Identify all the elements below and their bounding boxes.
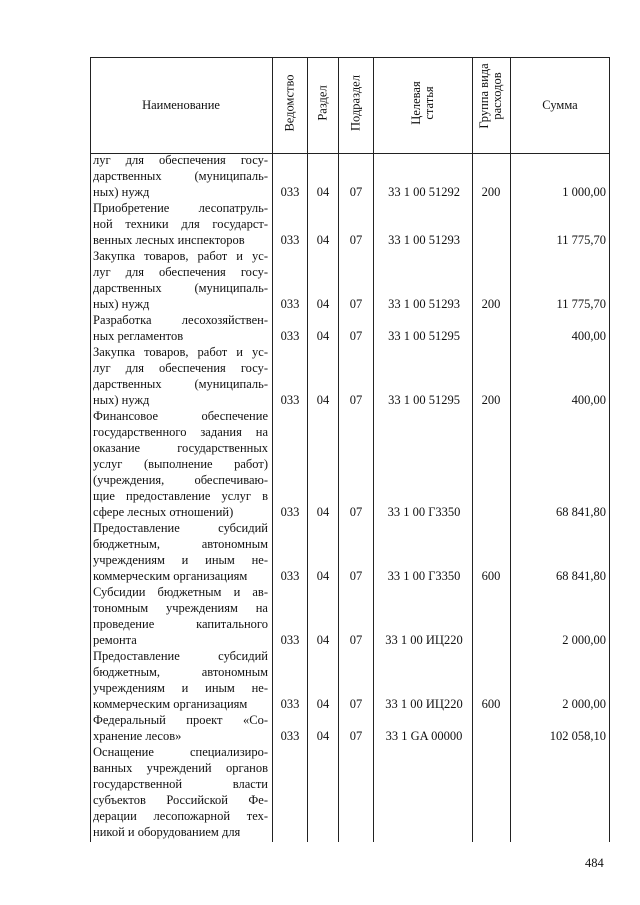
row-department: 033 [280, 233, 300, 247]
row-name-line: государственной власти [93, 777, 268, 791]
row-article: 33 1 00 Г3350 [387, 569, 461, 583]
row-department: 033 [280, 505, 300, 519]
row-section: 04 [316, 393, 330, 407]
header-target-article-line1: Целевая [409, 81, 423, 125]
row-name-line: Предоставление субсидий [93, 649, 268, 663]
row-subsection: 07 [349, 329, 363, 343]
row-name [93, 648, 268, 712]
row-department: 033 [280, 569, 300, 583]
row-name [93, 312, 268, 344]
header-name: Наименование [142, 97, 220, 112]
row-name-line: ных) нужд [93, 185, 150, 199]
row-name-line: тономным учреждениям на [93, 601, 268, 615]
row-section: 04 [316, 729, 330, 743]
row-sum: 2 000,00 [562, 697, 606, 711]
row-sum: 400,00 [571, 329, 606, 343]
row-sum: 102 058,10 [549, 729, 606, 743]
row-name [93, 344, 268, 408]
row-section: 04 [316, 569, 330, 583]
row-department: 033 [280, 393, 300, 407]
row-name-line: Субсидии бюджетным и ав- [93, 585, 268, 599]
column-divider-name [272, 57, 273, 842]
row-name-line: услуг (выполнение работ) [93, 457, 268, 471]
row-name-line: Предоставление субсидий [93, 521, 268, 535]
row-subsection: 07 [349, 633, 363, 647]
row-name [93, 200, 268, 248]
row-department: 033 [280, 697, 300, 711]
row-name-line: Приобретение лесопатруль- [93, 201, 268, 215]
row-sum: 11 775,70 [556, 233, 606, 247]
row-section: 04 [316, 297, 330, 311]
row-name-line: субъектов Российской Фе- [93, 793, 268, 807]
row-subsection: 07 [349, 185, 363, 199]
header-target-article-line2: статья [422, 86, 436, 120]
row-name-line: луг для обеспечения госу- [93, 265, 268, 279]
row-name-line: бюджетным, автономным [93, 537, 268, 551]
row-section: 04 [316, 633, 330, 647]
row-sum: 2 000,00 [562, 633, 606, 647]
row-department: 033 [280, 329, 300, 343]
row-name-line: никой и оборудованием для [93, 825, 241, 839]
row-article: 33 1 00 51295 [388, 329, 460, 343]
row-sum: 11 775,70 [556, 297, 606, 311]
row-name [93, 712, 268, 744]
row-name-line: Закупка товаров, работ и ус- [93, 345, 268, 359]
row-article: 33 1 00 ИЦ220 [385, 697, 463, 711]
row-name-line: Закупка товаров, работ и ус- [93, 249, 268, 263]
row-sum: 68 841,80 [556, 569, 606, 583]
row-name-line: хранение лесов» [93, 729, 182, 743]
row-subsection: 07 [349, 233, 363, 247]
row-name-line: ных) нужд [93, 393, 150, 407]
row-name-line: ных) нужд [93, 297, 150, 311]
row-name-line: ных регламентов [93, 329, 184, 343]
row-name-line: венных лесных инспекторов [93, 233, 245, 247]
row-article: 33 1 00 51295 [388, 393, 460, 407]
row-department: 033 [280, 297, 300, 311]
row-name-line: дарственных (муниципаль- [93, 377, 268, 391]
row-subsection: 07 [349, 697, 363, 711]
row-section: 04 [316, 233, 330, 247]
page-number: 484 [585, 856, 604, 870]
row-subsection: 07 [349, 505, 363, 519]
row-section: 04 [316, 505, 330, 519]
row-name-line: коммерческим организациям [93, 697, 248, 711]
table-left-border [90, 57, 91, 842]
column-divider-department [307, 57, 308, 842]
row-name [93, 408, 268, 520]
row-sum: 1 000,00 [562, 185, 606, 199]
row-name-line: ной техники для государст- [93, 217, 268, 231]
row-name-line: щие предоставление услуг в [93, 489, 268, 503]
column-divider-group [510, 57, 511, 842]
row-article: 33 1 00 51293 [388, 297, 460, 311]
column-divider-section [338, 57, 339, 842]
header-target-article [410, 81, 436, 124]
row-name-line: проведение капитального [93, 617, 268, 631]
row-name [93, 584, 268, 648]
row-name-line: ванных учреждений органов [93, 761, 268, 775]
header-department: Ведомство [282, 74, 297, 132]
row-subsection: 07 [349, 297, 363, 311]
row-name-line: луг для обеспечения госу- [93, 361, 268, 375]
row-name [93, 520, 268, 584]
row-name-line: Оснащение специализиро- [93, 745, 268, 759]
header-section: Раздел [315, 85, 330, 121]
row-name-line: государственного задания на [93, 425, 268, 439]
row-name-line: Разработка лесохозяйствен- [93, 313, 268, 327]
header-subsection: Подраздел [348, 75, 363, 131]
row-name [93, 152, 268, 200]
row-name-line: сфере лесных отношений) [93, 505, 234, 519]
row-name-line: дарственных (муниципаль- [93, 169, 268, 183]
row-subsection: 07 [349, 569, 363, 583]
row-expense-group: 200 [481, 297, 501, 311]
row-article: 33 1 00 51292 [388, 185, 460, 199]
row-sum: 400,00 [571, 393, 606, 407]
row-department: 033 [280, 185, 300, 199]
row-department: 033 [280, 633, 300, 647]
row-article: 33 1 00 Г3350 [387, 505, 461, 519]
row-name-line: дарственных (муниципаль- [93, 281, 268, 295]
row-name [93, 248, 268, 312]
table-right-border [609, 57, 610, 842]
row-section: 04 [316, 329, 330, 343]
column-divider-subsection [373, 57, 374, 842]
row-article: 33 1 00 51293 [388, 233, 460, 247]
row-name-line: луг для обеспечения госу- [93, 153, 268, 167]
row-name-line: ремонта [93, 633, 137, 647]
row-subsection: 07 [349, 393, 363, 407]
row-name-line: оказание государственных [93, 441, 268, 455]
row-name-line: (учреждения, обеспечиваю- [93, 473, 268, 487]
row-expense-group: 600 [481, 569, 501, 583]
row-expense-group: 200 [481, 393, 501, 407]
column-divider-article [472, 57, 473, 842]
header-sum: Сумма [542, 97, 578, 112]
row-sum: 68 841,80 [556, 505, 606, 519]
row-section: 04 [316, 697, 330, 711]
row-subsection: 07 [349, 729, 363, 743]
row-department: 033 [280, 729, 300, 743]
row-section: 04 [316, 185, 330, 199]
row-name-line: Финансовое обеспечение [93, 409, 268, 423]
row-expense-group: 600 [481, 697, 501, 711]
row-name-line: Федеральный проект «Со- [93, 713, 268, 727]
row-name-line: дерации лесопожарной тех- [93, 809, 268, 823]
row-name [93, 744, 268, 840]
row-name-line: учреждениям и иным не- [93, 681, 268, 695]
row-name-line: учреждениям и иным не- [93, 553, 268, 567]
header-expense-group-line1: Группа вида [477, 63, 491, 129]
header-expense-group [478, 63, 504, 128]
row-name-line: коммерческим организациям [93, 569, 248, 583]
row-article: 33 1 GA 00000 [385, 729, 463, 743]
row-article: 33 1 00 ИЦ220 [385, 633, 463, 647]
header-expense-group-line2: расходов [490, 72, 504, 120]
row-expense-group: 200 [481, 185, 501, 199]
row-name-line: бюджетным, автономным [93, 665, 268, 679]
